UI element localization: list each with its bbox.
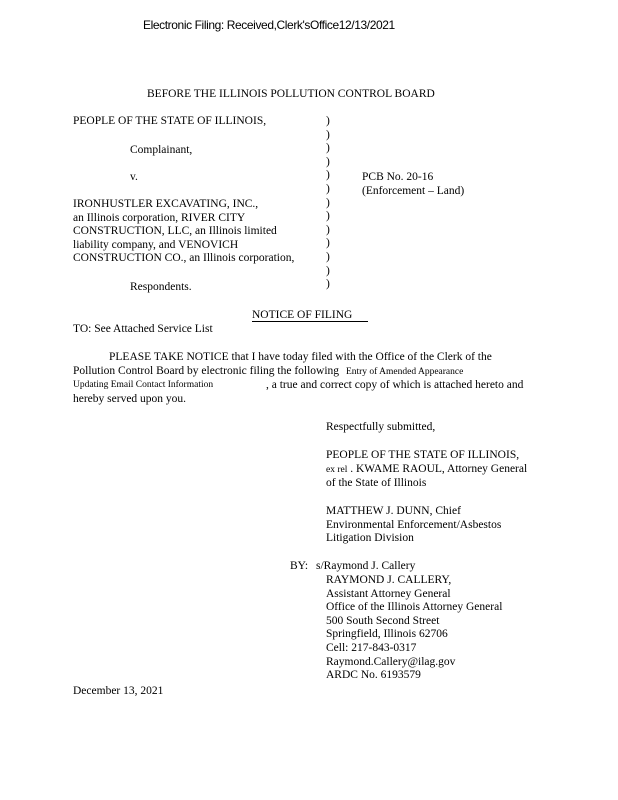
body-line-3-suffix: , a true and correct copy of which is attached hereto and <box>266 379 524 391</box>
paren: ) <box>326 250 330 263</box>
attorney-email: Raymond.Callery@ilag.gov <box>326 655 456 668</box>
paren: ) <box>326 155 330 168</box>
party-line-3: of the State of Illinois <box>326 477 427 489</box>
filing-document-title-2: Updating Email Contact Information <box>73 380 214 390</box>
paren: ) <box>326 223 330 236</box>
case-number: PCB No. 20-16 <box>362 171 434 183</box>
attorney-line: Springfield, Illinois 62706 <box>326 628 448 641</box>
body-line-1: PLEASE TAKE NOTICE that I have today filed with the Office of the Clerk of the <box>109 351 492 363</box>
defendant-line: an Illinois corporation, RIVER CITY <box>73 211 246 224</box>
electronic-filing-stamp: Electronic Filing: Received,Clerk'sOffice12/13/2021 <box>143 18 395 32</box>
closing: Respectfully submitted, <box>326 421 436 433</box>
attorney-line: ARDC No. 6193579 <box>326 669 421 682</box>
paren: ) <box>326 237 330 250</box>
attorney-line: Cell: 217-843-0317 <box>326 641 417 654</box>
paren: ) <box>326 115 330 127</box>
filing-document-title-1: Entry of Amended Appearance <box>345 367 464 377</box>
chief-line: Environmental Enforcement/Asbestos <box>326 518 502 531</box>
body-line-4: hereby served upon you. <box>73 393 187 405</box>
caption-complainant-label: Complainant, <box>130 144 193 156</box>
by-label: BY: <box>290 560 309 572</box>
attorney-line: Assistant Attorney General <box>326 587 451 600</box>
body-line-2 <box>73 365 463 380</box>
notice-title: NOTICE OF FILING <box>252 309 353 321</box>
notice-title-underline <box>252 321 368 322</box>
paren: ) <box>326 196 330 209</box>
body-line-2-prefix: Pollution Control Board by electronic filing the following <box>73 365 340 377</box>
party-line-2-rest: . KWAME RAOUL, Attorney General <box>350 463 528 475</box>
board-title: BEFORE THE ILLINOIS POLLUTION CONTROL BOARD <box>147 88 435 100</box>
attorney-line: RAYMOND J. CALLERY, <box>326 574 452 586</box>
chief-line: MATTHEW J. DUNN, Chief <box>326 505 461 517</box>
caption-respondents-label: Respondents. <box>130 281 192 293</box>
paren: ) <box>326 264 330 277</box>
e-signature: s/Raymond J. Callery <box>316 560 416 572</box>
paren: ) <box>326 278 330 291</box>
to-line: TO: See Attached Service List <box>73 323 213 335</box>
attorney-block <box>326 574 502 683</box>
filing-date: December 13, 2021 <box>73 685 164 697</box>
paren: ) <box>326 128 330 141</box>
attorney-line: Office of the Illinois Attorney General <box>326 601 503 614</box>
paren: ) <box>326 210 330 223</box>
defendant-line: liability company, and VENOVICH <box>73 238 239 251</box>
caption-parenthesis-column <box>326 115 330 292</box>
caption-defendants <box>73 198 294 266</box>
caption-plaintiff: PEOPLE OF THE STATE OF ILLINOIS, <box>73 115 267 127</box>
caption-versus: v. <box>130 171 138 183</box>
chief-block <box>326 505 501 546</box>
paren: ) <box>326 169 330 182</box>
attorney-line: 500 South Second Street <box>326 614 440 627</box>
paren: ) <box>326 142 330 155</box>
party-line-2 <box>326 463 527 478</box>
chief-line: Litigation Division <box>326 532 414 545</box>
defendant-line: CONSTRUCTION, LLC, an Illinois limited <box>73 225 277 238</box>
defendant-line: CONSTRUCTION CO., an Illinois corporation, <box>73 252 295 265</box>
case-type: (Enforcement – Land) <box>362 185 465 197</box>
defendant-line: IRONHUSTLER EXCAVATING, INC., <box>73 198 259 210</box>
ex-rel: ex rel <box>326 465 348 475</box>
party-line-1: PEOPLE OF THE STATE OF ILLINOIS, <box>326 449 520 461</box>
paren: ) <box>326 182 330 195</box>
